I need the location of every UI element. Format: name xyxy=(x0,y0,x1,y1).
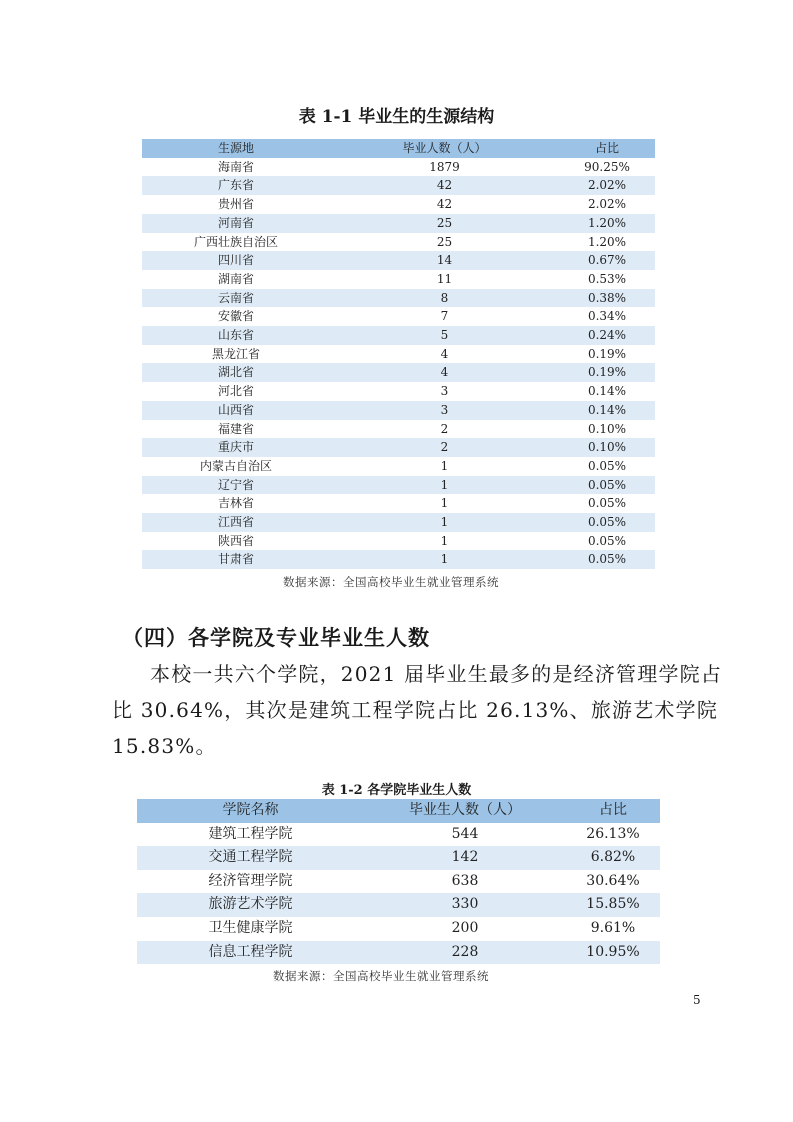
table1-cell-name: 河北省 xyxy=(142,382,330,401)
table2-cell-share: 26.13% xyxy=(566,823,660,847)
table2-college-graduates xyxy=(137,799,660,964)
table1-cell-share: 0.14% xyxy=(559,401,655,420)
table1-cell-count: 4 xyxy=(330,345,559,364)
table2-cell-share: 15.85% xyxy=(566,893,660,917)
table1-cell-count: 4 xyxy=(330,363,559,382)
table1-cell-count: 11 xyxy=(330,270,559,289)
table1-row xyxy=(142,476,655,495)
table2-row xyxy=(137,846,660,870)
table1-cell-count: 7 xyxy=(330,307,559,326)
table1-cell-share: 0.24% xyxy=(559,326,655,345)
table1-cell-count: 1 xyxy=(330,457,559,476)
table2-cell-share: 30.64% xyxy=(566,870,660,894)
table1-header-origin: 生源地 xyxy=(142,139,330,158)
table1-cell-count: 1 xyxy=(330,550,559,569)
table1-cell-count: 1 xyxy=(330,476,559,495)
table1-cell-share: 0.05% xyxy=(559,532,655,551)
section-heading: （四）各学院及专业毕业生人数 xyxy=(122,625,430,650)
table1-cell-name: 黑龙江省 xyxy=(142,345,330,364)
table1-row xyxy=(142,438,655,457)
table1-cell-share: 0.10% xyxy=(559,438,655,457)
table1-cell-share: 0.53% xyxy=(559,270,655,289)
table1-cell-share: 0.14% xyxy=(559,382,655,401)
table1-cell-share: 0.19% xyxy=(559,345,655,364)
table2-cell-count: 544 xyxy=(364,823,566,847)
table2-cell-count: 330 xyxy=(364,893,566,917)
table1-row xyxy=(142,494,655,513)
table2-cell-count: 142 xyxy=(364,846,566,870)
table1-cell-name: 广西壮族自治区 xyxy=(142,233,330,252)
table1-cell-name: 海南省 xyxy=(142,158,330,177)
table1-cell-name: 山西省 xyxy=(142,401,330,420)
table1-cell-name: 重庆市 xyxy=(142,438,330,457)
table1-row xyxy=(142,176,655,195)
paragraph-line: 本校一共六个学院，2021 届毕业生最多的是经济管理学院占 xyxy=(150,662,723,686)
table1-cell-name: 安徽省 xyxy=(142,307,330,326)
table2-cell-count: 228 xyxy=(364,941,566,965)
table1-cell-count: 42 xyxy=(330,195,559,214)
table1-row xyxy=(142,195,655,214)
table1-cell-name: 贵州省 xyxy=(142,195,330,214)
table1-cell-name: 甘肃省 xyxy=(142,550,330,569)
table1-cell-count: 5 xyxy=(330,326,559,345)
table1-row xyxy=(142,233,655,252)
table1-cell-share: 2.02% xyxy=(559,176,655,195)
table1-cell-share: 0.05% xyxy=(559,513,655,532)
table2-header-row xyxy=(137,799,660,823)
table2-source-note: 数据来源：全国高校毕业生就业管理系统 xyxy=(273,969,489,983)
table1-row xyxy=(142,550,655,569)
table1-cell-count: 25 xyxy=(330,214,559,233)
table1-row xyxy=(142,457,655,476)
table1-cell-count: 1879 xyxy=(330,158,559,177)
table1-row xyxy=(142,345,655,364)
table1-header-count: 毕业人数（人） xyxy=(330,139,559,158)
table1-caption: 表 1-1 毕业生的生源结构 xyxy=(298,107,495,127)
table1-row xyxy=(142,420,655,439)
table1-cell-name: 湖北省 xyxy=(142,363,330,382)
table2-cell-name: 信息工程学院 xyxy=(137,941,364,965)
table1-cell-share: 2.02% xyxy=(559,195,655,214)
table1-cell-share: 90.25% xyxy=(559,158,655,177)
table1-cell-share: 1.20% xyxy=(559,233,655,252)
table1-header-row xyxy=(142,139,655,158)
table1-cell-share: 0.10% xyxy=(559,420,655,439)
table1-cell-name: 陕西省 xyxy=(142,532,330,551)
table1-row xyxy=(142,270,655,289)
table1-cell-count: 25 xyxy=(330,233,559,252)
table1-row xyxy=(142,363,655,382)
table1-row xyxy=(142,382,655,401)
table1-cell-count: 42 xyxy=(330,176,559,195)
table1-cell-count: 1 xyxy=(330,494,559,513)
table1-row xyxy=(142,401,655,420)
table1-row xyxy=(142,251,655,270)
table2-cell-name: 交通工程学院 xyxy=(137,846,364,870)
table2-cell-name: 建筑工程学院 xyxy=(137,823,364,847)
table1-cell-count: 2 xyxy=(330,420,559,439)
table1-row xyxy=(142,214,655,233)
table1-cell-count: 1 xyxy=(330,513,559,532)
table1-cell-name: 内蒙古自治区 xyxy=(142,457,330,476)
table1-cell-name: 江西省 xyxy=(142,513,330,532)
table2-header-share: 占比 xyxy=(566,799,660,823)
table1-cell-name: 山东省 xyxy=(142,326,330,345)
table1-row xyxy=(142,307,655,326)
table2-header-college: 学院名称 xyxy=(137,799,364,823)
table2-caption: 表 1-2 各学院毕业生人数 xyxy=(321,783,472,798)
table1-row xyxy=(142,158,655,177)
paragraph-line: 比 30.64%，其次是建筑工程学院占比 26.13%、旅游艺术学院 xyxy=(112,698,719,722)
table1-cell-share: 0.05% xyxy=(559,476,655,495)
table1-cell-count: 1 xyxy=(330,532,559,551)
table1-row xyxy=(142,289,655,308)
table2-cell-name: 旅游艺术学院 xyxy=(137,893,364,917)
table1-cell-name: 吉林省 xyxy=(142,494,330,513)
table2-row xyxy=(137,870,660,894)
table2-row xyxy=(137,941,660,965)
table1-row xyxy=(142,326,655,345)
table1-cell-share: 0.34% xyxy=(559,307,655,326)
table1-cell-share: 1.20% xyxy=(559,214,655,233)
table1-row xyxy=(142,513,655,532)
table1-cell-count: 3 xyxy=(330,401,559,420)
table1-cell-name: 福建省 xyxy=(142,420,330,439)
table1-cell-name: 云南省 xyxy=(142,289,330,308)
page-number: 5 xyxy=(693,993,701,1007)
table1-cell-share: 0.19% xyxy=(559,363,655,382)
table1-cell-share: 0.38% xyxy=(559,289,655,308)
table1-cell-share: 0.67% xyxy=(559,251,655,270)
table2-cell-count: 200 xyxy=(364,917,566,941)
table1-cell-name: 辽宁省 xyxy=(142,476,330,495)
table1-cell-share: 0.05% xyxy=(559,550,655,569)
table2-cell-name: 经济管理学院 xyxy=(137,870,364,894)
table1-cell-name: 河南省 xyxy=(142,214,330,233)
table1-cell-name: 广东省 xyxy=(142,176,330,195)
table1-cell-count: 8 xyxy=(330,289,559,308)
table2-row xyxy=(137,893,660,917)
table1-cell-name: 四川省 xyxy=(142,251,330,270)
table1-source-note: 数据来源：全国高校毕业生就业管理系统 xyxy=(283,575,499,589)
table2-cell-share: 9.61% xyxy=(566,917,660,941)
table1-cell-share: 0.05% xyxy=(559,494,655,513)
table2-cell-count: 638 xyxy=(364,870,566,894)
table2-header-count: 毕业生人数（人） xyxy=(364,799,566,823)
table1-header-share: 占比 xyxy=(559,139,655,158)
table1-cell-count: 2 xyxy=(330,438,559,457)
table2-cell-share: 6.82% xyxy=(566,846,660,870)
paragraph-line: 15.83%。 xyxy=(112,734,217,758)
table2-cell-name: 卫生健康学院 xyxy=(137,917,364,941)
table2-row xyxy=(137,917,660,941)
table1-cell-share: 0.05% xyxy=(559,457,655,476)
table1-row xyxy=(142,532,655,551)
table1-origin-structure xyxy=(142,139,655,569)
table1-cell-count: 14 xyxy=(330,251,559,270)
table2-row xyxy=(137,823,660,847)
table1-cell-name: 湖南省 xyxy=(142,270,330,289)
table1-cell-count: 3 xyxy=(330,382,559,401)
table2-cell-share: 10.95% xyxy=(566,941,660,965)
